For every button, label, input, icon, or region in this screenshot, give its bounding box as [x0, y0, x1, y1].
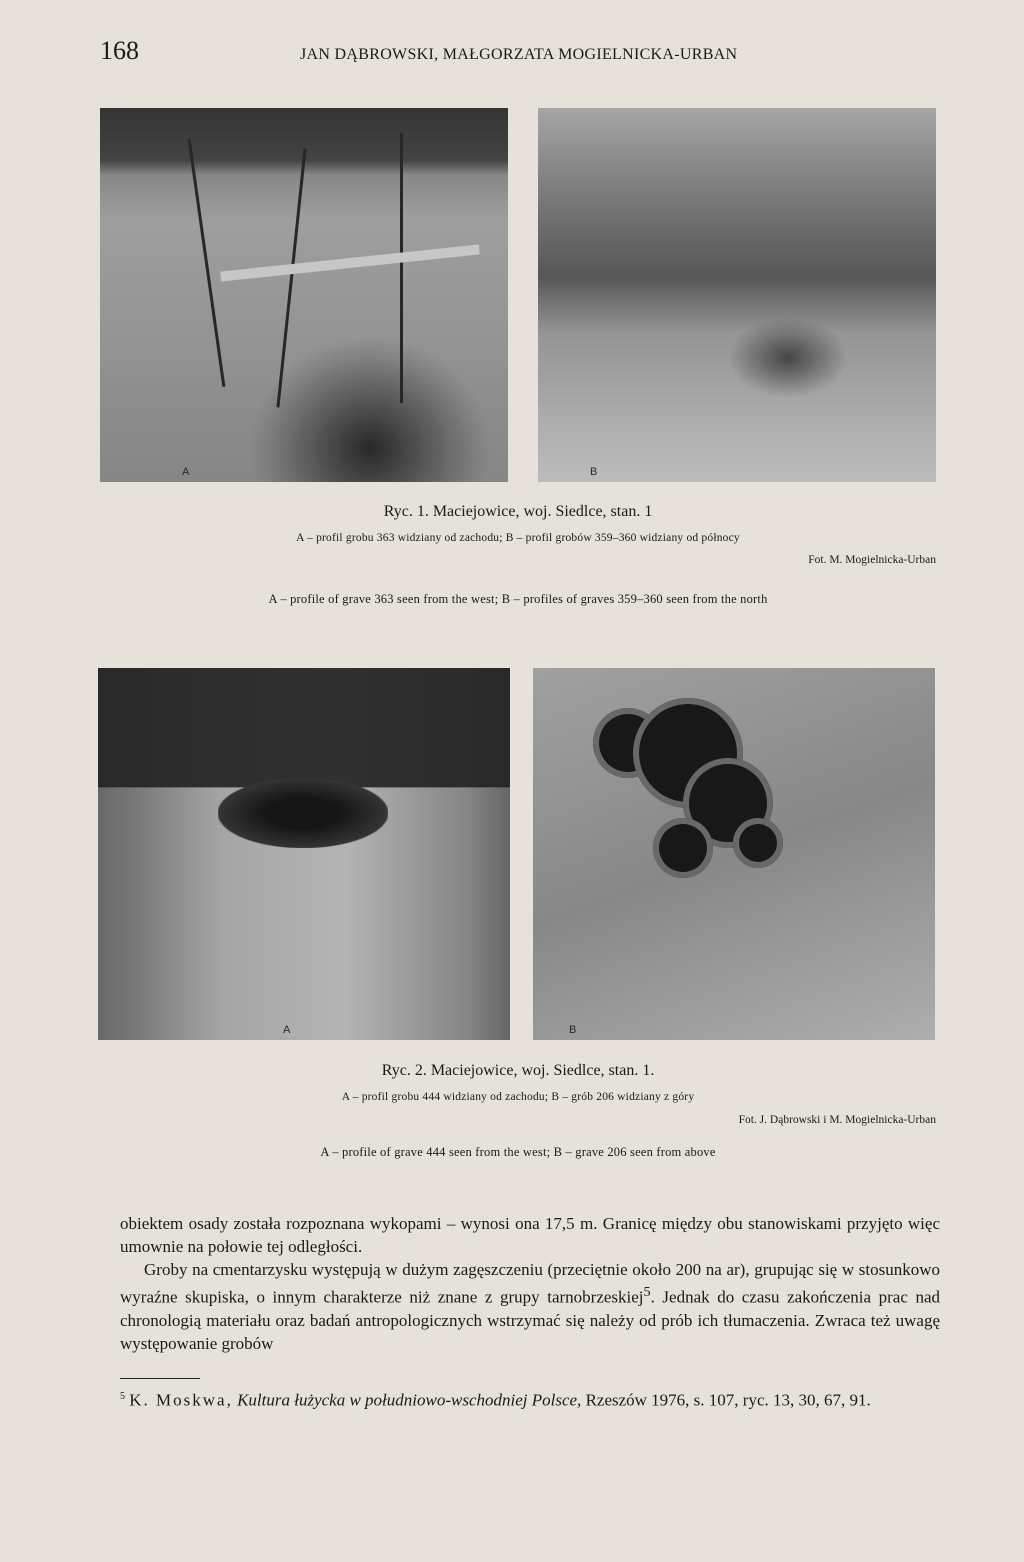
footnote-number: 5 [120, 1391, 125, 1402]
figure2-credit: Fot. J. Dąbrowski i M. Mogielnicka-Urban [738, 1114, 936, 1126]
figure1-photo-a [100, 108, 508, 482]
page-number: 168 [100, 36, 139, 65]
figure1-description-pl: A – profil grobu 363 widziany od zachodu; B – profil grobów 359–360 widziany od północy [296, 532, 740, 544]
footnote [120, 1386, 940, 1412]
figure1-photo-b [538, 108, 936, 482]
footnote-ref: 5 [643, 1284, 651, 1300]
figure1-title: Ryc. 1. Maciejowice, woj. Siedlce, stan. 1 [383, 503, 653, 520]
paragraph-2-part-a: Groby na cmentarzysku występują w dużym zagęszczeniu (przeciętnie około 200 na ar), grupując się w stosunkowo wyraźne skupiska, o innym charakterze niż znane z grupy tarnobrzeskiej [120, 1260, 940, 1307]
footnote-author: K. Moskwa, [129, 1390, 233, 1410]
paragraph-2 [120, 1258, 940, 1355]
figure1-credit: Fot. M. Mogielnicka-Urban [808, 554, 936, 566]
figure2-photo-a [98, 668, 510, 1040]
figure1-photo-a-tag: A [182, 466, 190, 478]
figure2-photo-a-tag: A [283, 1024, 291, 1036]
figure2-photo-b-tag: B [569, 1024, 577, 1036]
figure1-description-en: A – profile of grave 363 seen from the west; B – profiles of graves 359–360 seen from the north [268, 592, 768, 606]
body-text [120, 1212, 940, 1355]
paragraph-1: obiektem osady została rozpoznana wykopami – wynosi ona 17,5 m. Granicę między obu stanowiskami przyjęto więc umownie na połowie tej odległości. [120, 1214, 940, 1256]
figure2-description-pl: A – profil grobu 444 widziany od zachodu; B – grób 206 widziany z góry [341, 1091, 695, 1103]
figure2-photo-b [533, 668, 935, 1040]
footnote-rest: Rzeszów 1976, s. 107, ryc. 13, 30, 67, 91. [585, 1390, 871, 1410]
figure2-description-en: A – profile of grave 444 seen from the west; B – grave 206 seen from above [320, 1145, 716, 1159]
footnote-title: Kultura łużycka w południowo-wschodniej Polsce, [237, 1390, 582, 1410]
running-head: JAN DĄBROWSKI, MAŁGORZATA MOGIELNICKA-URBAN [300, 46, 738, 63]
figure1-photo-b-tag: B [590, 466, 598, 478]
figure2-title: Ryc. 2. Maciejowice, woj. Siedlce, stan. 1. [381, 1062, 655, 1079]
paragraph-2-part-b: . Jednak do czasu zakończenia prac nad chronologią materiału oraz badań antropologicznych wstrzymać się należy od prób ich tłumaczenia. Zwraca też uwagę występowanie grobów [120, 1287, 940, 1353]
footnote-rule [120, 1378, 200, 1379]
